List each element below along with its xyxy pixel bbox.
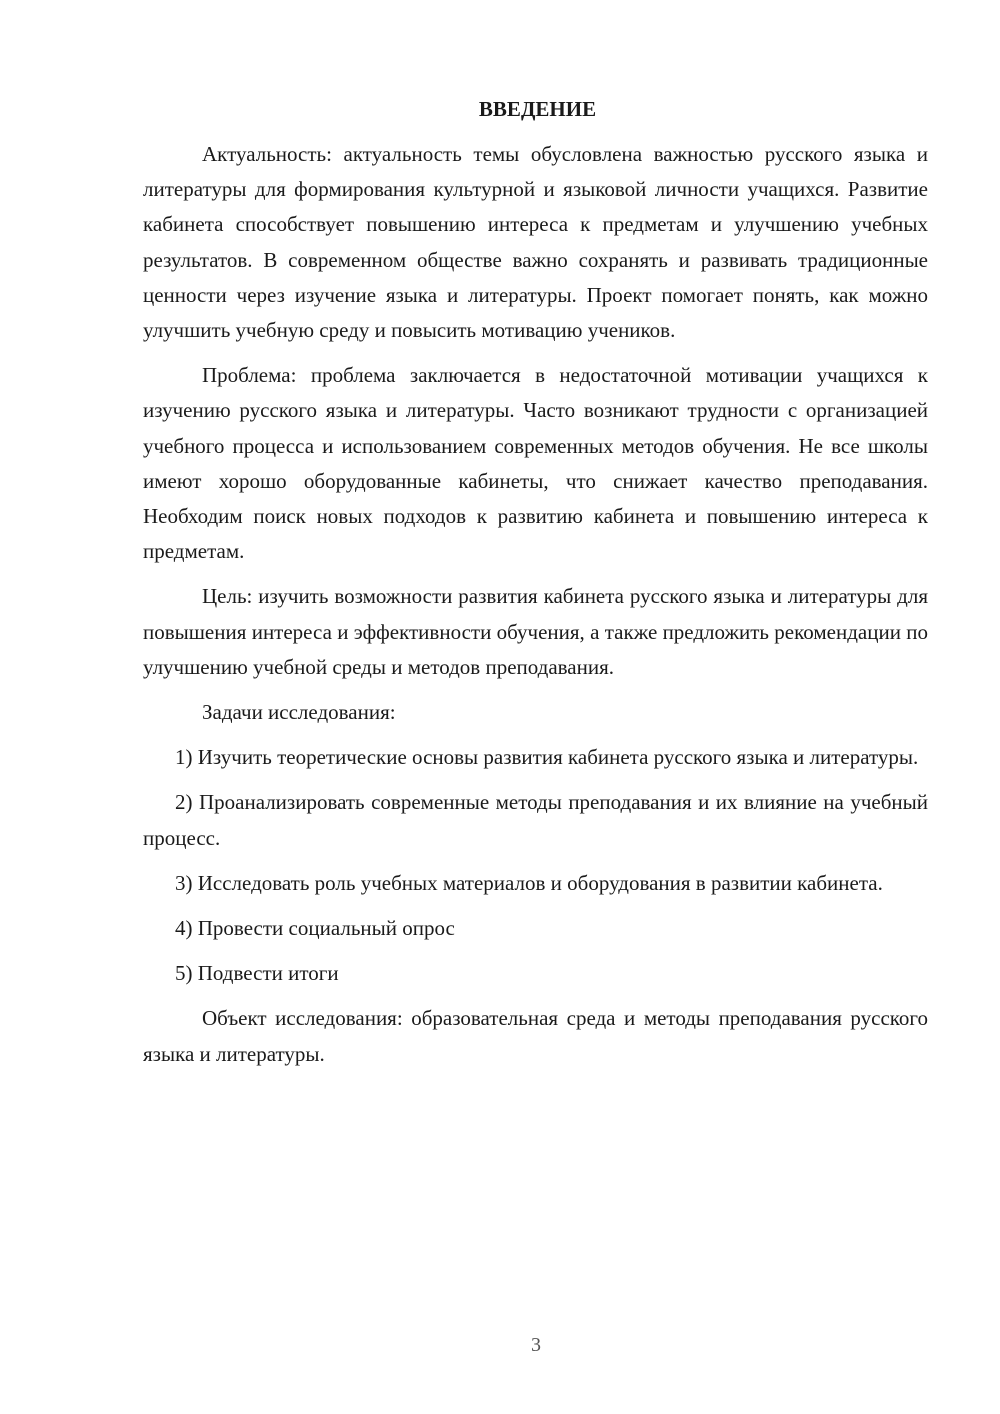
task-item-1: 1) Изучить теоретические основы развития кабинета русского языка и литературы.	[175, 745, 919, 770]
document-page	[143, 95, 928, 1082]
object-paragraph: Объект исследования: образовательная среда и методы преподавания русского языка и литературы.	[143, 1006, 928, 1066]
task-item-5: 5) Подвести итоги	[175, 961, 339, 986]
problem-paragraph: Проблема: проблема заключается в недостаточной мотивации учащихся к изучению русского языка и литературы. Часто возникают трудности с организацией учебного процесса и использованием современных методов обучения. Не все школы имеют хорошо оборудованные кабинеты, что снижает качество преподавания. Необходим поиск новых подходов к развитию кабинета и повышению интереса к предметам.	[143, 363, 928, 564]
task-item-2: 2) Проанализировать современные методы преподавания и их влияние на учебный процесс.	[143, 790, 928, 850]
goal-paragraph: Цель: изучить возможности развития кабинета русского языка и литературы для повышения интереса и эффективности обучения, а также предложить рекомендации по улучшению учебной среды и методов преподавания.	[143, 584, 928, 679]
relevance-paragraph: Актуальность: актуальность темы обусловлена важностью русского языка и литературы для формирования культурной и языковой личности учащихся. Развитие кабинета способствует повышению интереса к предметам и улучшению учебных результатов. В современном обществе важно сохранять и развивать традиционные ценности через изучение языка и литературы. Проект помогает понять, как можно улучшить учебную среду и повысить мотивацию учеников.	[143, 142, 928, 343]
section-heading: ВВЕДЕНИЕ	[478, 97, 597, 121]
tasks-heading: Задачи исследования:	[202, 700, 396, 725]
page-number: 3	[531, 1334, 541, 1356]
task-item-3: 3) Исследовать роль учебных материалов и оборудования в развитии кабинета.	[175, 870, 883, 895]
task-item-4: 4) Провести социальный опрос	[175, 916, 455, 941]
